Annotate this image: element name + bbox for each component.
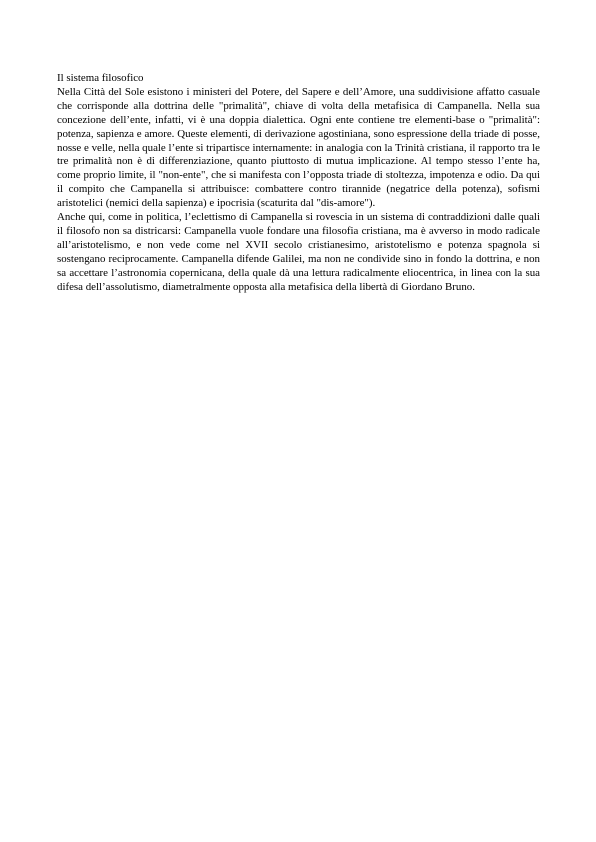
paragraph-primalita: Nella Città del Sole esistono i ministeri del Potere, del Sapere e dell’Amore, una suddivisione affatto casuale che corrisponde alla dottrina delle "primalità", chiave di volta della metafisica di Campanella. Nella sua concezione dell’ente, infatti, vi è una doppia dialettica. Ogni ente contiene tre elementi-base o "primalità": potenza, sapienza e amore. Queste elementi, di derivazione agostiniana, sono espressione della triade di posse, nosse e velle, nella quale l’ente si tripartisce internamente: in analogia con la Trinità cristiana, il rapporto tra le tre primalità non è di differenziazione, quanto piuttosto di mutua implicazione. Al tempo stesso l’ente ha, come proprio limite, il "non-ente", che si manifesta con l’opposta triade di stoltezza, impotenza e odio. Da qui il compito che Campanella si attribuisce: combattere contro tirannide (negatrice della potenza), sofismi aristotelici (nemici della sapienza) e ipocrisia (scaturita dal "dis-amore"). — [57, 85, 540, 210]
paragraph-contraddizioni: Anche qui, come in politica, l’eclettismo di Campanella si rovescia in un sistema di contraddizioni dalle quali il filosofo non sa districarsi: Campanella vuole fondare una filosofia cristiana, ma è avverso in modo radicale all’aristotelismo, e non vede come nel XVII secolo cristianesimo, aristotelismo e potenza spagnola si sostengano reciprocamente. Campanella difende Galilei, ma non ne condivide sino in fondo la dottrina, e non sa accettare l’astronomia copernicana, della quale dà una lettura radicalmente eliocentrica, in linea con la sua difesa dell’assolutismo, diametralmente opposta alla metafisica della libertà di Giordano Bruno. — [57, 211, 540, 293]
text-block — [57, 72, 540, 295]
section-heading: Il sistema filosofico — [57, 72, 144, 84]
